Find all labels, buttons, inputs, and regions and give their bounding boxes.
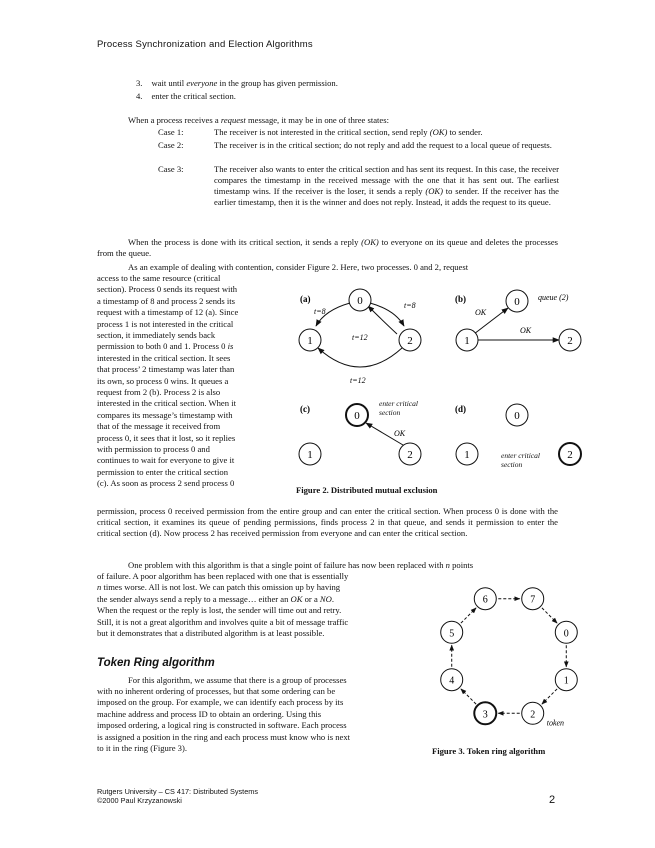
figure-2-diagram	[290, 282, 590, 502]
ring-node-label: 3	[482, 709, 488, 721]
paragraph-example-first: As an example of dealing with contention, consider Figure 2. Here, two processes. 0 and 2, request	[128, 262, 469, 272]
ring-node-label: 0	[563, 628, 569, 640]
node-0-label: 0	[514, 296, 520, 308]
ring-node-label: 2	[530, 709, 536, 721]
text-line: interested in the critical section. When it	[97, 398, 236, 409]
text-line: that process’ 2 timestamp was later than	[97, 364, 235, 375]
running-header: Process Synchronization and Election Algorithms	[97, 39, 313, 50]
ring-node-label: 5	[449, 628, 455, 640]
case-text: The receiver is not interested in the critical section, send reply (OK) to sender.	[214, 127, 483, 137]
ring-node-label: 1	[563, 675, 569, 687]
text-line: request with a timestamp of 12 (a). Since	[97, 307, 239, 318]
case-label: Case 1:	[158, 127, 184, 137]
ring-arrow	[542, 689, 557, 704]
text-line: machine address and process ID to obtain an ordering. Using this	[97, 708, 322, 719]
node-2-label: 2	[407, 335, 413, 347]
text-line: imposed ordering, a logical ring is constructed in software. Each process	[97, 720, 347, 731]
text-line: with no inherent ordering of processes, but that some ordering can be	[97, 686, 336, 696]
text-line: process 1 is not interested in the critical	[97, 318, 234, 329]
ring-node-label: 4	[449, 675, 455, 687]
case-text: The receiver also wants to enter the critical section and has sent its request. In this case, the receiver compares the timestamp in the received message with the one that it has sent out. The earliest timestamp wins. If the receiver is the loser, it sends a reply (OK) to sender. If the receiver has the earlier timestamp, then it is the winner and does not reply. Instead, it adds the request to its queue.	[214, 164, 559, 207]
text-line: (c). As soon as process 2 send process 0	[97, 478, 235, 489]
node-1-label: 1	[464, 449, 470, 461]
node-0-label: 0	[354, 410, 360, 422]
text-line: is assigned a position in the ring and each process must know who is next	[97, 731, 350, 742]
timestamp-label: t=12	[350, 376, 366, 385]
text-line: a timestamp of 8 and process 2 sends its	[97, 295, 235, 306]
node-0-label: 0	[357, 295, 363, 307]
case-label: Case 3:	[158, 164, 184, 174]
text-line: with permission to process 0 and	[97, 444, 210, 454]
footer-copyright: ©2000 Paul Krzyzanowski	[97, 796, 182, 805]
case-label: Case 2:	[158, 140, 184, 150]
node-1-label: 1	[464, 335, 470, 347]
node-2-label: 2	[567, 335, 573, 347]
ok-label: OK	[394, 429, 406, 438]
text-line: One problem with this algorithm is that a single point of failure has now been replaced with n points	[128, 560, 474, 570]
text-line: n times worse. All is not lost. We can patch this omission up by having	[97, 582, 341, 593]
panel-label-c: (c)	[300, 404, 310, 414]
text-line: its own, so process 0 wins. It queues a	[97, 375, 229, 386]
enter-critical-note: enter critical section	[501, 452, 540, 469]
arrow-0-to-2	[370, 303, 404, 326]
timestamp-label: t=8	[314, 307, 326, 316]
enter-critical-note: enter critical section	[379, 400, 418, 417]
step-item: 4. enter the critical section.	[136, 91, 236, 101]
node-2-label: 2	[407, 449, 413, 461]
token-label: token	[546, 718, 565, 728]
timestamp-label: t=8	[404, 301, 416, 310]
section-heading: Token Ring algorithm	[97, 657, 215, 669]
panel-label-d: (d)	[455, 404, 466, 414]
ring-node-label: 6	[482, 594, 488, 606]
ok-label: OK	[520, 326, 532, 335]
arrow-2-to-1	[318, 348, 402, 367]
text-line: process 0, it sees that it lost, so it replies	[97, 432, 236, 443]
request-intro: When a process receives a request message, it may be in one of three states:	[128, 115, 389, 125]
text-line: the sender always send a reply to a message… either an OK or a NO.	[97, 593, 335, 604]
step-item: 3. wait until everyone in the group has given permission.	[136, 78, 338, 88]
paragraph-done: When the process is done with its critical section, it sends a reply (OK) to everyone on its queue and deletes the processes from the queue.	[97, 237, 558, 258]
arrow-2-to-0	[368, 306, 397, 334]
text-line: of failure. A poor algorithm has been replaced with one that is essentially	[97, 571, 349, 581]
text-line: to it in the ring (Figure 3).	[97, 743, 187, 753]
text-line: Still, it is not a great algorithm and involves quite a bit of message traffic	[97, 616, 349, 627]
text-line: access to the same resource (critical	[97, 273, 221, 283]
paragraph-example-tail: permission, process 0 received permission from the entire group and can enter the critical section. When process 0 is done with the critical section, it examines its queue of pending permissions, finds process 2 in that queue, and sends it permission to enter the critical section (d). Now process 2 has received permission from everyone and can enter the critical section.	[97, 506, 558, 538]
text-line: imposed on the group. For example, we can identify each process by its	[97, 697, 344, 708]
ring-arrow	[461, 689, 476, 704]
ring-arrow	[461, 608, 476, 623]
panel-label-a: (a)	[300, 294, 311, 304]
figure-2-caption: Figure 2. Distributed mutual exclusion	[296, 485, 438, 495]
text-line: permission to enter the critical section	[97, 466, 229, 477]
text-line: but it demonstrates that a distributed algorithm is at least possible.	[97, 628, 325, 638]
text-line: section). Process 0 sends its request with	[97, 284, 238, 295]
node-1-label: 1	[307, 449, 313, 461]
text-line: interested in the critical section. It sees	[97, 352, 231, 363]
panel-label-b: (b)	[455, 294, 466, 304]
node-1-label: 1	[307, 335, 313, 347]
page-number: 2	[549, 794, 556, 806]
node-2-label: 2	[567, 449, 573, 461]
footer-course: Rutgers University – CS 417: Distributed Systems	[97, 787, 258, 796]
text-line: When the request or the reply is lost, the sender will time out and retry.	[97, 605, 342, 616]
paragraph-token-first: For this algorithm, we assume that there is a group of processes	[128, 675, 347, 685]
text-line: compares its message’s timestamp with	[97, 409, 233, 420]
node-0-label: 0	[514, 410, 520, 422]
timestamp-label: t=12	[352, 333, 368, 342]
ring-arrow	[542, 608, 557, 623]
text-line: permission to both 0 and 1. Process 0 is	[97, 341, 234, 352]
text-line: continues to wait for everyone to give it	[97, 455, 235, 466]
ring-node-label: 7	[530, 594, 536, 606]
case-text: The receiver is in the critical section; do not reply and add the request to a local queue of requests.	[214, 140, 552, 150]
text-line: that of the message it received from	[97, 421, 221, 432]
ok-label: OK	[475, 308, 487, 317]
text-line: request from 2 (b). Process 2 is also	[97, 387, 221, 397]
text-line: section, it immediately sends back	[97, 330, 216, 340]
figure-3-caption: Figure 3. Token ring algorithm	[432, 746, 546, 756]
queue-label: queue (2)	[538, 293, 569, 302]
figure-3-diagram	[425, 578, 595, 738]
